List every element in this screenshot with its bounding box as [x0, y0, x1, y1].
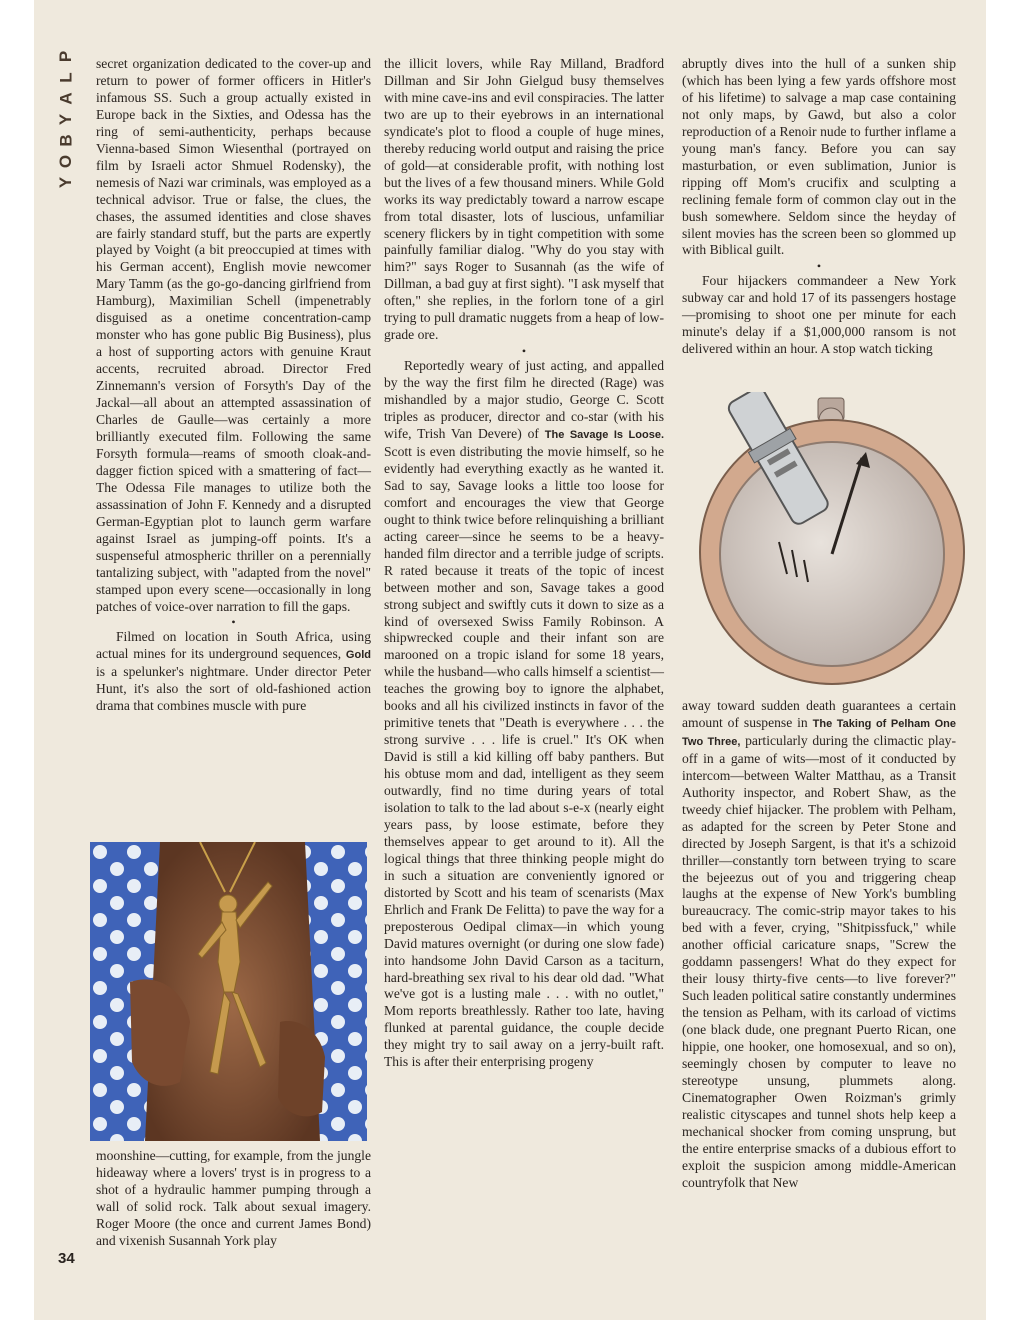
savage-lead-text: Reportedly weary of just acting, and appalled by the way the first film he directed (Rage) was mishandled by a major studio, George C. Scott triples as producer, director and co-star (with his wife, Trish Van Devere) of	[384, 358, 664, 442]
review-savage-continued: abruptly dives into the hull of a sunken ship (which has been lying a few yards offshore most of his lifetime) to salvage a map case containing not only maps, by Gawd, but also a color reproduction of a Renoir nude to further inflame a young man's fancy. Before you can say masturbation, or even sublimation, Junior is ripping off Mom's crucifix and sculpting a reclining female form of common clay out in the bush somewhere. Seldom since the heyday of silent movies has the screen been so glommed up with Biblical guilt.	[682, 56, 956, 258]
pelham-title: The Taking of Pelham One Two Three,	[682, 717, 956, 748]
pelham-lead-text: away toward sudden death guarantees a certain amount of suspense in	[682, 698, 956, 730]
magazine-side-label: P L A Y B O Y	[56, 50, 76, 189]
review-pelham-intro: Four hijackers commandeer a New York subway car and hold 17 of its passengers hostage—promising to shoot one per minute for each minute's delay if a $1,000,000 ransom is not delivered within an hour. A stop watch ticking	[682, 273, 956, 357]
section-separator: •	[231, 615, 236, 630]
magazine-page	[34, 0, 986, 1320]
column-2	[384, 56, 664, 1071]
column-1-bottom	[96, 1148, 371, 1250]
review-gold-continued: moonshine—cutting, for example, from the jungle hideaway where a lovers' tryst is in progress to a shot of a hydraulic hammer pumping through a wall of solid rock. Talk about sexual imagery. Roger Moore (the once and current James Bond) and vixenish Susannah York play	[96, 1148, 371, 1248]
gold-rest-text: is a spelunker's nightmare. Under director Peter Hunt, it's also the sort of old-fashioned action drama that combines muscle with pure	[96, 664, 371, 714]
review-odessa-paragraph: secret organization dedicated to the cover-up and return to power of former officers in Hitler's infamous SS. Such a group actually existed in Europe back in the Sixties, and Odessa has the ring of semi-authenticity, perhaps because Vienna-based Simon Wiesenthal (portrayed on film by Israeli actor Shmuel Rodensky), the nemesis of Nazi war criminals, was employed as a technical advisor. True or false, the clues, the chases, the assumed identities and close shaves are fairly standard stuff, but the parts are expertly played by Voight (a bit preoccupied at times with his German accent), English movie newcomer Mary Tamm (as the go-go-dancing girlfriend from Hamburg), Maximilian Schell (impenetrably disguised as a onetime concentration-camp monster who has gone public Big Business), plus a host of supporting actors with genuine Kraut accents, recruited abroad. Director Fred Zinnemann's version of Forsyth's Day of the Jackal—all about an attempted assassination of Charles de Gaulle—was certainly a more brilliantly executed film. Following the same Forsyth formula—reams of smooth cloak-and-dagger fiction spiced with a smattering of fact—The Odessa File manages to utilize both the assassination of John F. Kennedy and a disrupted German-Egyptian plot to launch germ warfare against Israel as jumping-off points. It's a suspenseful atmospheric thriller on a perennially tantalizing subject, with "adapted from the novel" stamped upon every scene—occasionally in long patches of voice-over narration to fill the gaps.	[96, 56, 371, 614]
review-pelham-paragraph	[682, 698, 956, 1192]
pelham-rest-text: particularly during the climactic play-off in a game of wits—most of it conducted by intercom—between Walter Matthau, as a Transit Authority inspector, and Robert Shaw, as the tweedy chief hijacker. The problem with Pelham, as adapted for the screen by Peter Stone and directed by Joseph Sargent, is that it's a schizoid thriller—constantly torn between trying to scare the bejeezus out of you and triggering cheap laughs at the expense of New York's bumbling bureaucracy. The comic-strip mayor takes to his bed with a fever, crying, "Shitpissfuck," while another official caricature snaps, "Screw the goddamn passengers! What do they expect for their lousy thirty-five cents—to live forever?" Such leaden political satire constantly undermines the tension as Pelham, with its carload of victims (one black dude, one pregnant Puerto Rican, one hippie, one hooker, one homosexual, and so on), seemingly chosen by computer to leave no stereotype unsung, plummets along. Cinematographer Owen Roizman's grimly realistic cityscapes and tunnel shots help keep a mechanical shocker from coming unsprung, but the entire enterprise smacks of a dubious effort to exploit the suspicion among middle-American countryfolk that New	[682, 732, 957, 1190]
column-1-top	[96, 56, 371, 715]
pendant-photo	[90, 842, 367, 1141]
savage-rest-text: Scott is even distributing the movie himself, so he evidently had everything exactly as he wanted it. Sad to say, Savage looks a little too loose for comfort and encourages the view that George ought to think twice before relinquishing a brilliant acting career—since he seems to be a heavy-handed film director and a terrible judge of scripts. R rated because it treats of the topic of incest between mother and son, Savage takes a good strong subject and swiftly cuts it down to size as a kind of oversexed Swiss Family Robinson. A shipwrecked couple and their infant son are marooned on a tropic island for some 18 years, while the husband—who calls himself a scientist—teaches the growing boy to ignore the alphabet, books and all his civilized instincts in favor of the primitive tenets that "Death is everywhere . . . the strong survive . . . life is cruel." It's OK when David is still a kid killing off baby panthers. But his obtuse mom and dad, intelligent as they seem outwardly, find no time during years of total isolation to talk to the lad about s-e-x (nearly eight years pass, by loose estimate, before they themselves appear to get around to it). All the logical things that three thinking people might do in such a situation are conveniently ignored or distorted by Scott and his team of scenarists (Max Ehrlich and Frank De Felitta) to pave the way for a preposterous Oedipal climax—in which young David matures overnight (or during one slow fade) into handsome John David Carson as a taciturn, hard-breathing sex rival to his dear old dad. "What we've got is a lusting male . . . with no outlet," Mom reports breathlessly. Rather too late, having flunked at parental guidance, the couple decide they might try to sail away on a jerry-built raft. This is after their enterprising progeny	[384, 443, 664, 1070]
section-separator: •	[816, 259, 822, 274]
column-3-bottom	[682, 698, 956, 1192]
savage-title: The Savage Is Loose.	[544, 429, 665, 442]
column-3-top	[682, 56, 956, 358]
stopwatch-illustration	[684, 392, 974, 692]
gold-lead-text: Filmed on location in South Africa, using actual mines for its underground sequences,	[96, 629, 371, 662]
gold-title: Gold	[345, 649, 371, 662]
review-gold-intro	[96, 629, 371, 715]
section-separator: •	[521, 344, 527, 359]
page-number: 34	[58, 1250, 75, 1267]
review-savage-paragraph	[384, 358, 664, 1071]
review-gold-paragraph: the illicit lovers, while Ray Milland, Bradford Dillman and Sir John Gielgud busy themselves with mine cave-ins and evil conspiracies. The latter two are up to their eyebrows in an international syndicate's plot to flood a couple of huge mines, thereby reducing world output and raising the price of gold—at considerable profit, with nothing lost but the lives of a few thousand miners. While Gold works its way predictably toward a narrow escape from total disaster, lots of luscious, unfamiliar scenery flickers by in tight competition with some painfully familiar dialog. "Why do you stay with him?" says Roger to Susannah (as the wife of Dillman, a bad guy at first sight). "I ask myself that often," she replies, in the forlorn tone of a girl trying to pull dramatic nuggets from a heap of low-grade ore.	[384, 56, 664, 343]
